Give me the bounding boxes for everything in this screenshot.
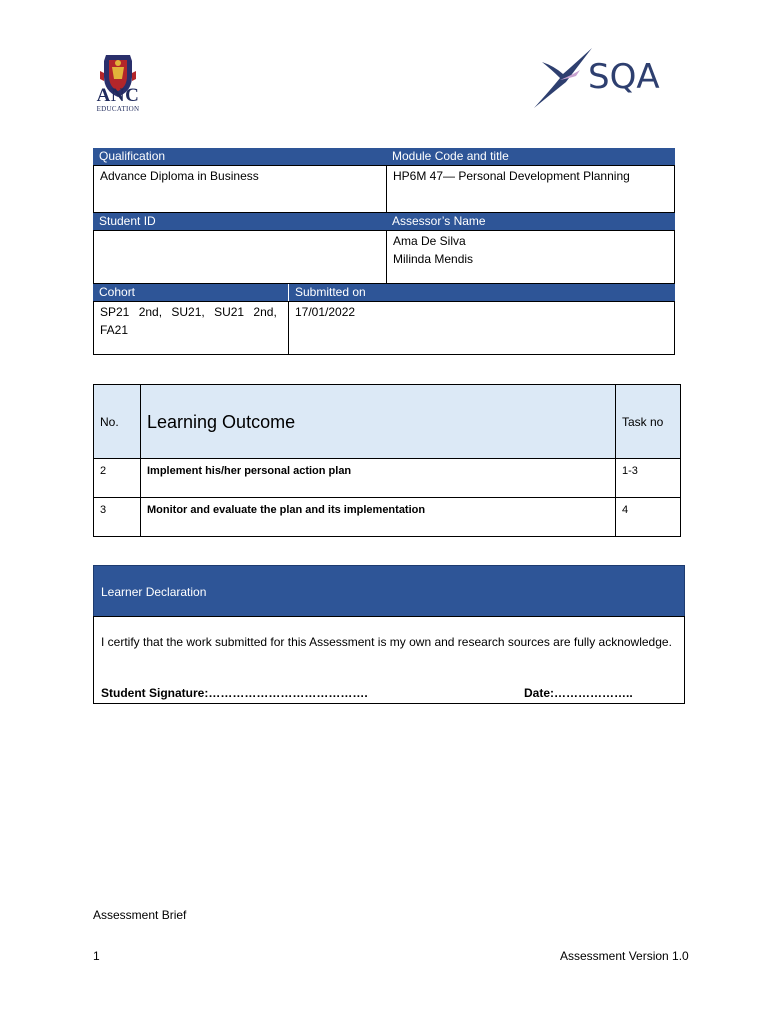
student-id-label: Student ID (93, 213, 386, 230)
assessor-name: Ama De Silva (393, 234, 466, 248)
anc-logo-text: ANC (96, 85, 140, 106)
page-number: 1 (93, 949, 100, 963)
qualification-label: Qualification (93, 148, 386, 165)
cohort-value (93, 301, 289, 355)
declaration-text: I certify that the work submitted for this Assessment is my own and research sources are fully acknowledge. (101, 635, 672, 649)
outcome-no: 3 (93, 497, 141, 537)
declaration-title: Learner Declaration (93, 565, 685, 617)
anc-logo-subtitle: EDUCATION (96, 105, 140, 113)
sqa-logo-text: SQA (588, 57, 660, 97)
outcome-task: 4 (615, 497, 681, 537)
outcome-text: Implement his/her personal action plan (140, 458, 616, 498)
no-header: No. (93, 384, 141, 459)
cohort-value-line1: SP21 2nd, SU21, SU21 2nd, (100, 305, 277, 319)
sqa-swoosh-icon (530, 44, 670, 112)
cohort-value-line2: FA21 (100, 323, 129, 337)
task-no-header: Task no (615, 384, 681, 459)
submitted-value: 17/01/2022 (288, 301, 675, 355)
version-label: Assessment Version 1.0 (560, 949, 689, 963)
learning-outcome-header: Learning Outcome (140, 384, 616, 459)
assessor-list (386, 230, 675, 284)
submitted-label: Submitted on (288, 284, 675, 301)
outcome-no: 2 (93, 458, 141, 498)
module-label: Module Code and title (386, 148, 675, 165)
qualification-value: Advance Diploma in Business (93, 165, 387, 213)
assessment-brief-label: Assessment Brief (93, 908, 187, 922)
student-id-value (93, 230, 387, 284)
signature-field: Student Signature:…………………………………. (101, 686, 368, 700)
declaration-body (93, 616, 685, 704)
assessor-label: Assessor’s Name (386, 213, 675, 230)
assessor-name: Milinda Mendis (393, 252, 474, 266)
date-field: Date:……………….. (524, 686, 633, 700)
cohort-label: Cohort (93, 284, 288, 301)
outcome-text: Monitor and evaluate the plan and its implementation (140, 497, 616, 537)
module-value: HP6M 47— Personal Development Planning (386, 165, 675, 213)
outcome-task: 1-3 (615, 458, 681, 498)
